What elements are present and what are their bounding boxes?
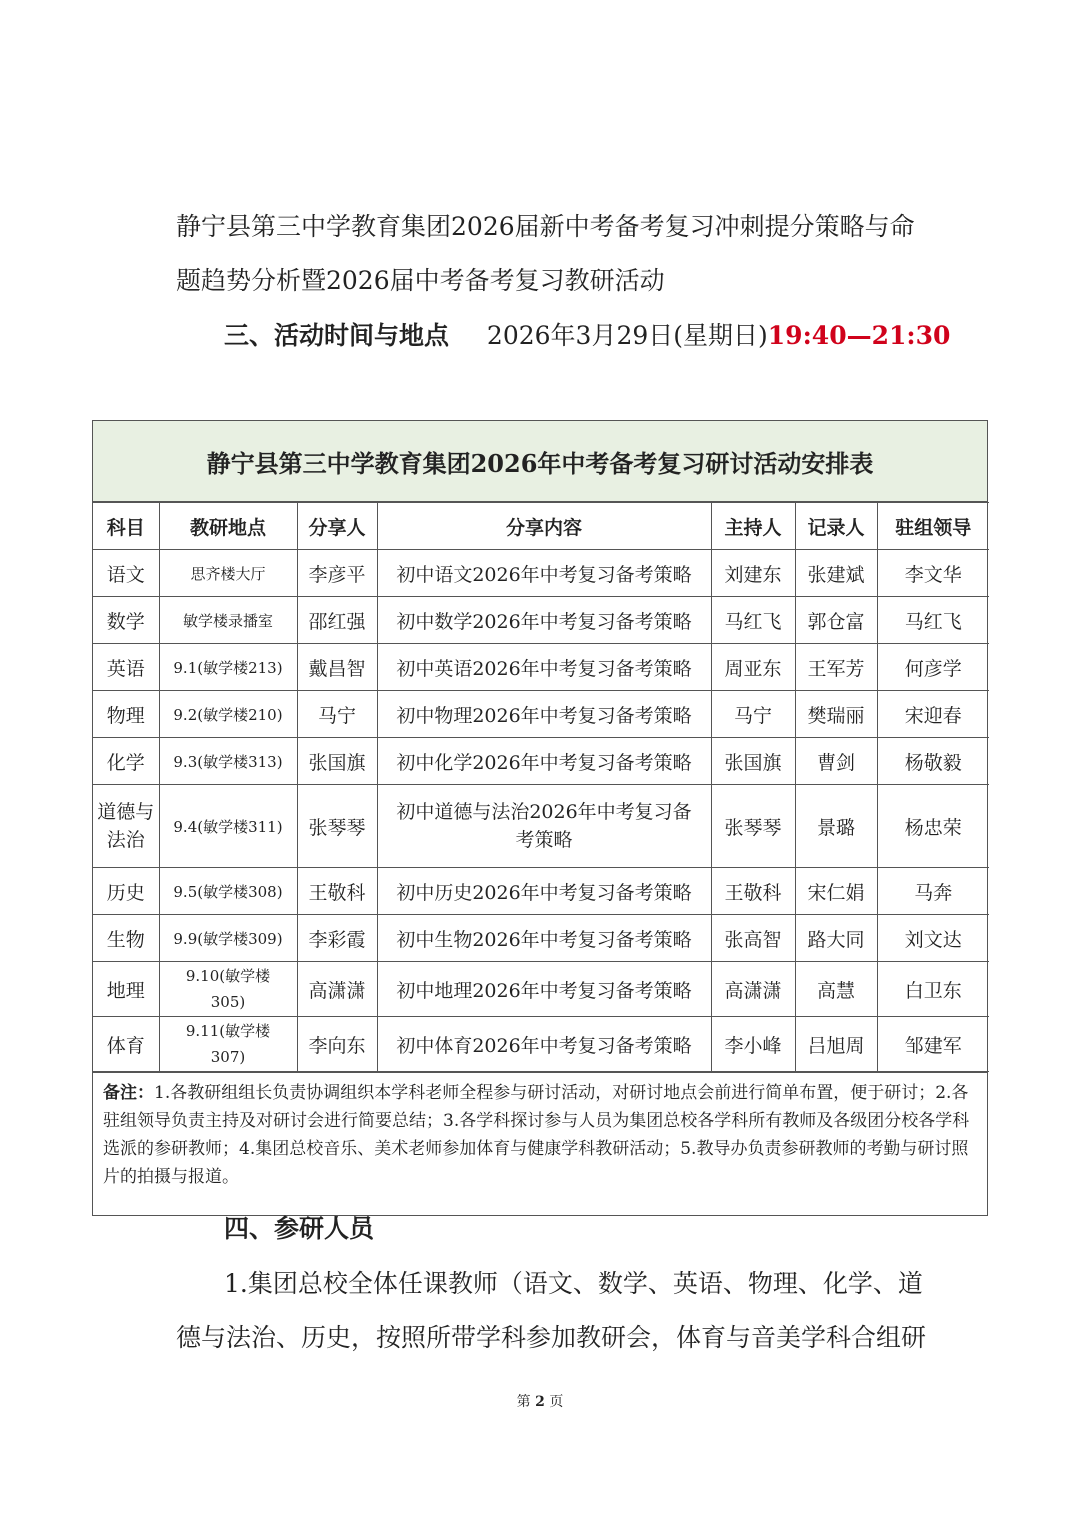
note-text: 1.各教研组组长负责协调组织本学科老师全程参与研讨活动，对研讨地点会前进行简单布置，便于研讨；2.各驻组领导负责主持及对研讨会进行简要总结；3.各学科探讨参与人员为集团总校各学科所有教师及各级团分校各学科选派的参研教师；4.集团总校音乐、美术老师参加体育与健康学科教研活动；5.教导办负责参研教师的考勤与研讨照片的拍摄与报道。 bbox=[103, 1083, 970, 1187]
table-row bbox=[93, 868, 989, 915]
host-cell: 马红飞 bbox=[711, 597, 795, 644]
section-4-line-1: 1.集团总校全体任课教师（语文、数学、英语、物理、化学、道 bbox=[224, 1269, 923, 1298]
recorder-cell: 路大同 bbox=[795, 915, 877, 962]
section-4-line-2: 德与法治、历史，按照所带学科参加教研会，体育与音美学科合组研 bbox=[176, 1323, 927, 1352]
host-cell: 张高智 bbox=[711, 915, 795, 962]
presenter-cell: 戴昌智 bbox=[297, 644, 377, 691]
table-row bbox=[93, 644, 989, 691]
content-cell: 初中数学2026年中考复习备考策略 bbox=[377, 597, 711, 644]
intro-line-2: 题趋势分析暨2026届中考备考复习教研活动 bbox=[176, 266, 665, 295]
table-row bbox=[93, 915, 989, 962]
presenter-cell: 马宁 bbox=[297, 691, 377, 738]
recorder-cell: 吕旭周 bbox=[795, 1017, 877, 1072]
presenter-cell: 高潇潇 bbox=[297, 962, 377, 1017]
recorder-cell: 樊瑞丽 bbox=[795, 691, 877, 738]
host-cell: 刘建东 bbox=[711, 550, 795, 597]
leader-cell: 邹建军 bbox=[877, 1017, 989, 1072]
content-cell: 初中生物2026年中考复习备考策略 bbox=[377, 915, 711, 962]
content-cell: 初中语文2026年中考复习备考策略 bbox=[377, 550, 711, 597]
recorder-cell: 曹剑 bbox=[795, 738, 877, 785]
location-cell: 9.4(敏学楼311) bbox=[159, 785, 297, 868]
content-cell: 初中体育2026年中考复习备考策略 bbox=[377, 1017, 711, 1072]
subject-cell: 体育 bbox=[93, 1017, 159, 1072]
host-cell: 张琴琴 bbox=[711, 785, 795, 868]
schedule-grid bbox=[93, 502, 989, 1072]
recorder-cell: 高慧 bbox=[795, 962, 877, 1017]
note-label: 备注： bbox=[103, 1083, 154, 1103]
recorder-cell: 宋仁娟 bbox=[795, 868, 877, 915]
presenter-cell: 张琴琴 bbox=[297, 785, 377, 868]
host-cell: 王敬科 bbox=[711, 868, 795, 915]
activity-time: 19:40—21:30 bbox=[767, 321, 951, 350]
table-row bbox=[93, 785, 989, 868]
location-cell: 9.3(敏学楼313) bbox=[159, 738, 297, 785]
content-cell: 初中英语2026年中考复习备考策略 bbox=[377, 644, 711, 691]
section-3-heading bbox=[224, 322, 950, 350]
intro-line-1: 静宁县第三中学教育集团2026届新中考备考复习冲刺提分策略与命 bbox=[176, 212, 915, 241]
recorder-cell: 景璐 bbox=[795, 785, 877, 868]
page-number bbox=[0, 1391, 1080, 1411]
schedule-table bbox=[92, 420, 988, 1216]
presenter-cell: 李彩霞 bbox=[297, 915, 377, 962]
leader-cell: 马奔 bbox=[877, 868, 989, 915]
leader-cell: 李文华 bbox=[877, 550, 989, 597]
location-cell: 9.5(敏学楼308) bbox=[159, 868, 297, 915]
location-cell: 9.10(敏学楼305) bbox=[159, 962, 297, 1017]
content-cell: 初中物理2026年中考复习备考策略 bbox=[377, 691, 711, 738]
subject-cell: 地理 bbox=[93, 962, 159, 1017]
presenter-cell: 张国旗 bbox=[297, 738, 377, 785]
header-cell: 分享内容 bbox=[377, 503, 711, 550]
table-row bbox=[93, 597, 989, 644]
header-cell: 驻组领导 bbox=[877, 503, 989, 550]
presenter-cell: 李向东 bbox=[297, 1017, 377, 1072]
host-cell: 张国旗 bbox=[711, 738, 795, 785]
presenter-cell: 王敬科 bbox=[297, 868, 377, 915]
content-cell: 初中地理2026年中考复习备考策略 bbox=[377, 962, 711, 1017]
location-cell: 9.2(敏学楼210) bbox=[159, 691, 297, 738]
subject-cell: 道德与法治 bbox=[93, 785, 159, 868]
subject-cell: 化学 bbox=[93, 738, 159, 785]
leader-cell: 何彦学 bbox=[877, 644, 989, 691]
table-row bbox=[93, 738, 989, 785]
header-cell: 分享人 bbox=[297, 503, 377, 550]
content-cell: 初中历史2026年中考复习备考策略 bbox=[377, 868, 711, 915]
header-row bbox=[93, 503, 989, 550]
subject-cell: 语文 bbox=[93, 550, 159, 597]
leader-cell: 马红飞 bbox=[877, 597, 989, 644]
host-cell: 马宁 bbox=[711, 691, 795, 738]
page-prefix: 第 bbox=[516, 1394, 531, 1410]
subject-cell: 历史 bbox=[93, 868, 159, 915]
header-cell: 科目 bbox=[93, 503, 159, 550]
leader-cell: 杨忠荣 bbox=[877, 785, 989, 868]
header-cell: 主持人 bbox=[711, 503, 795, 550]
location-cell: 9.1(敏学楼213) bbox=[159, 644, 297, 691]
leader-cell: 白卫东 bbox=[877, 962, 989, 1017]
content-cell: 初中道德与法治2026年中考复习备考策略 bbox=[377, 785, 711, 868]
table-row bbox=[93, 1017, 989, 1072]
section-3-label: 三、活动时间与地点 bbox=[224, 321, 450, 350]
table-title: 静宁县第三中学教育集团2026年中考备考复习研讨活动安排表 bbox=[93, 421, 987, 502]
page-num: 2 bbox=[535, 1394, 545, 1410]
subject-cell: 数学 bbox=[93, 597, 159, 644]
leader-cell: 杨敬毅 bbox=[877, 738, 989, 785]
location-cell: 9.9(敏学楼309) bbox=[159, 915, 297, 962]
presenter-cell: 李彦平 bbox=[297, 550, 377, 597]
leader-cell: 刘文达 bbox=[877, 915, 989, 962]
header-cell: 记录人 bbox=[795, 503, 877, 550]
subject-cell: 物理 bbox=[93, 691, 159, 738]
table-note bbox=[93, 1072, 987, 1215]
recorder-cell: 张建斌 bbox=[795, 550, 877, 597]
location-cell: 思齐楼大厅 bbox=[159, 550, 297, 597]
section-4-heading bbox=[224, 1215, 374, 1243]
location-cell: 敏学楼录播室 bbox=[159, 597, 297, 644]
table-row bbox=[93, 962, 989, 1017]
host-cell: 高潇潇 bbox=[711, 962, 795, 1017]
subject-cell: 英语 bbox=[93, 644, 159, 691]
content-cell: 初中化学2026年中考复习备考策略 bbox=[377, 738, 711, 785]
recorder-cell: 王军芳 bbox=[795, 644, 877, 691]
page-suffix: 页 bbox=[549, 1394, 564, 1410]
table-row bbox=[93, 550, 989, 597]
subject-cell: 生物 bbox=[93, 915, 159, 962]
section-4-label: 四、参研人员 bbox=[224, 1214, 375, 1243]
header-cell: 教研地点 bbox=[159, 503, 297, 550]
location-cell: 9.11(敏学楼307) bbox=[159, 1017, 297, 1072]
leader-cell: 宋迎春 bbox=[877, 691, 989, 738]
presenter-cell: 邵红强 bbox=[297, 597, 377, 644]
table-row bbox=[93, 691, 989, 738]
recorder-cell: 郭仓富 bbox=[795, 597, 877, 644]
host-cell: 李小峰 bbox=[711, 1017, 795, 1072]
activity-date: 2026年3月29日(星期日) bbox=[486, 321, 768, 350]
host-cell: 周亚东 bbox=[711, 644, 795, 691]
